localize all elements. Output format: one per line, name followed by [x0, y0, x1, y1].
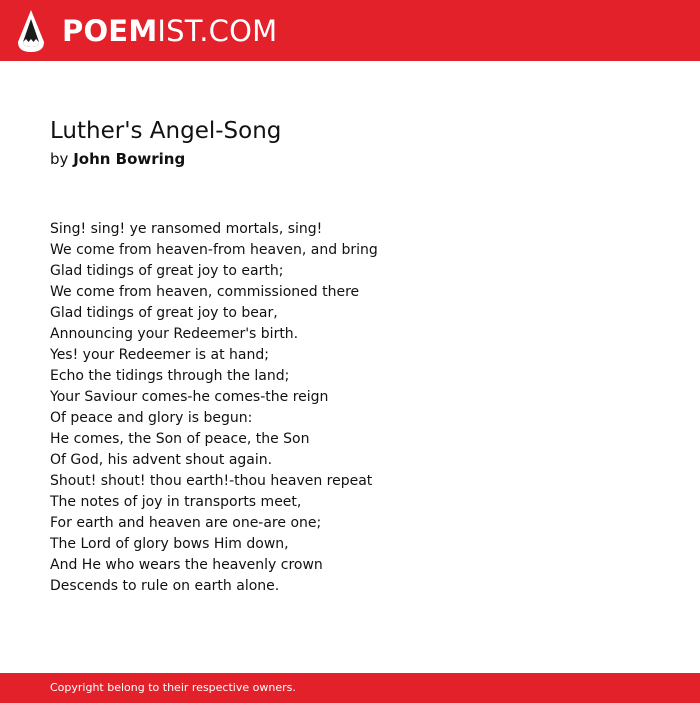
pencil-tip-icon	[17, 9, 45, 53]
site-header	[0, 0, 700, 61]
poem-line: We come from heaven, commissioned there	[50, 284, 360, 300]
poem-line: Sing! sing! ye ransomed mortals, sing!	[50, 221, 323, 237]
poem-line: Descends to rule on earth alone.	[50, 578, 280, 594]
logo-text-light: IST.COM	[157, 14, 278, 48]
site-footer	[0, 673, 700, 703]
logo-text-bold: POEM	[62, 14, 158, 48]
poem-line: He comes, the Son of peace, the Son	[50, 431, 310, 447]
poem-line: Yes! your Redeemer is at hand;	[50, 347, 269, 363]
poem-line: The Lord of glory bows Him down,	[50, 536, 289, 552]
poem-line: We come from heaven-from heaven, and bring	[50, 242, 378, 258]
poem-title: Luther's Angel-Song	[50, 118, 282, 144]
byline	[50, 148, 185, 170]
poem-line: And He who wears the heavenly crown	[50, 557, 323, 573]
site-logo-text	[62, 13, 277, 49]
poem-line: Your Saviour comes-he comes-the reign	[50, 389, 329, 405]
copyright-text: Copyright belong to their respective owners.	[50, 681, 296, 694]
poem-line: Of God, his advent shout again.	[50, 452, 273, 468]
poem-line: Glad tidings of great joy to bear,	[50, 305, 278, 321]
poem-line: Glad tidings of great joy to earth;	[50, 263, 284, 279]
poem-body	[50, 219, 670, 597]
poem-line: Of peace and glory is begun:	[50, 410, 253, 426]
poem-line: Announcing your Redeemer's birth.	[50, 326, 299, 342]
poem-line: Shout! shout! thou earth!-thou heaven repeat	[50, 473, 373, 489]
author-link[interactable]: John Bowring	[73, 150, 186, 168]
poem-line: Echo the tidings through the land;	[50, 368, 290, 384]
poem-line: For earth and heaven are one-are one;	[50, 515, 322, 531]
by-label: by	[50, 150, 69, 168]
poem-line: The notes of joy in transports meet,	[50, 494, 302, 510]
